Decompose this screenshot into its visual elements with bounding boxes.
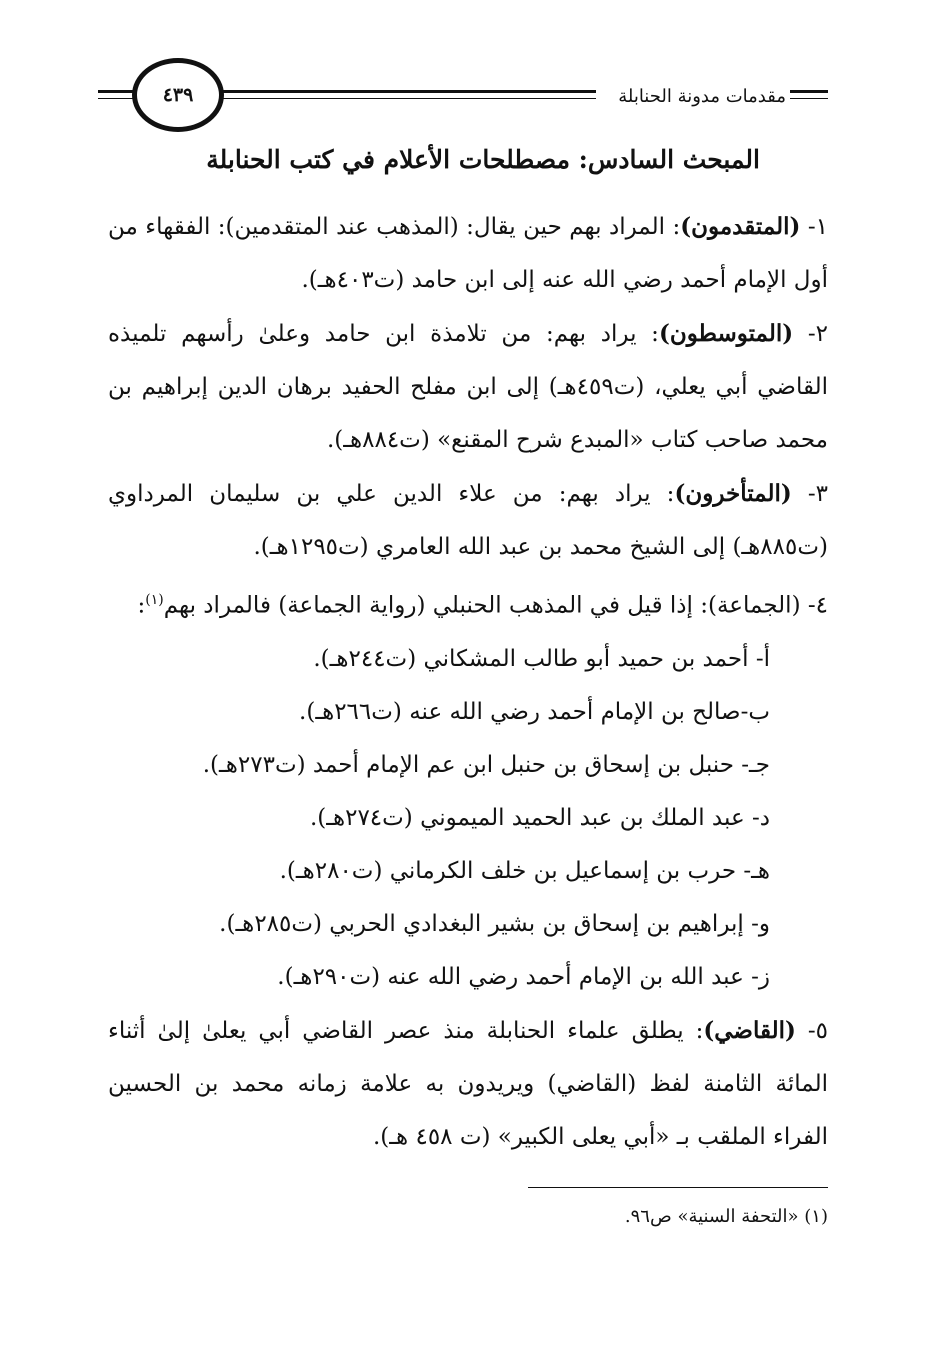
paragraph-4 bbox=[108, 574, 828, 633]
paragraph-term: (القاضي) bbox=[703, 1016, 796, 1044]
paragraph-number: ١- bbox=[807, 214, 828, 240]
paragraph-colon: : bbox=[137, 592, 146, 619]
footnote-divider bbox=[528, 1187, 828, 1188]
section-title: المبحث السادس: مصطلحات الأعلام في كتب الحنابلة bbox=[206, 145, 760, 174]
paragraph-number: ٥- bbox=[807, 1017, 828, 1044]
header-rule-right bbox=[790, 90, 828, 93]
main-text bbox=[108, 200, 828, 1164]
jamaa-list bbox=[108, 633, 828, 1004]
paragraph-text: : يطلق علماء الحنابلة منذ عصر القاضي أبي يعلىٰ إلىٰ أثناء المائة الثامنة لفظ (القاضي) ويريدون به علامة زمانه محمد بن الحسين الفراء الملقب بـ «أبي يعلى الكبير» (ت ٤٥٨ هـ). bbox=[108, 1017, 828, 1150]
header-rule-right-thin bbox=[790, 98, 828, 99]
paragraph-5 bbox=[108, 1004, 828, 1164]
paragraph-1 bbox=[108, 200, 828, 307]
paragraph-text: (الجماعة): إذا قيل في المذهب الحنبلي (رواية الجماعة) فالمراد بهم bbox=[163, 592, 801, 619]
paragraph-term: (المتأخرون) bbox=[674, 480, 792, 507]
list-item: د- عبد الملك بن عبد الحميد الميموني (ت٢٧٤هـ). bbox=[309, 804, 770, 831]
paragraph-text: : يراد بهم: من علاء الدين علي بن سليمان المرداوي (ت٨٨٥هـ) إلى الشيخ محمد بن عبد الله العامري (ت١٢٩٥هـ). bbox=[108, 481, 828, 560]
list-item: هـ- حرب بن إسماعيل بن خلف الكرماني (ت٢٨٠هـ). bbox=[279, 857, 770, 884]
list-item: ز- عبد الله بن الإمام أحمد رضي الله عنه (ت٢٩٠هـ). bbox=[277, 963, 770, 990]
paragraph-number: ٤- bbox=[807, 592, 828, 619]
paragraph-text: : يراد بهم: من تلامذة ابن حامد وعلىٰ رأسهم تلميذه القاضي أبي يعلي، (ت٤٥٩هـ) إلى ابن مفلح الحفيد برهان الدين إبراهيم بن محمد صاحب كتاب «المبدع شرح المقنع» (ت٨٨٤هـ). bbox=[108, 321, 828, 453]
list-item: أ- أحمد بن حميد أبو طالب المشكاني (ت٢٤٤هـ). bbox=[313, 645, 770, 672]
list-item: جـ- حنبل بن إسحاق بن حنبل ابن عم الإمام أحمد (ت٢٧٣هـ). bbox=[202, 751, 770, 778]
page-number: ٤٣٩ bbox=[162, 84, 194, 106]
list-item: و- إبراهيم بن إسحاق بن بشير البغدادي الحربي (ت٢٨٥هـ). bbox=[219, 910, 770, 937]
header-rule-middle bbox=[222, 90, 596, 93]
paragraph-3 bbox=[108, 467, 828, 574]
running-head: مقدمات مدونة الحنابلة bbox=[618, 86, 786, 107]
paragraph-term: (المتوسطون) bbox=[658, 320, 794, 347]
paragraph-number: ٢- bbox=[807, 321, 828, 347]
paragraph-2 bbox=[108, 307, 828, 467]
footnote-ref[interactable]: (١) bbox=[145, 592, 164, 608]
paragraph-number: ٣- bbox=[807, 481, 829, 507]
list-item: ب-صالح بن الإمام أحمد رضي الله عنه (ت٢٦٦هـ). bbox=[299, 698, 770, 725]
footnote: (١) «التحفة السنية» ص٩٦. bbox=[624, 1206, 828, 1227]
paragraph-term: (المتقدمون) bbox=[680, 213, 801, 240]
page-header bbox=[98, 58, 828, 138]
header-rule-middle-thin bbox=[222, 98, 596, 99]
page-number-oval bbox=[132, 58, 224, 132]
paragraph-text: : المراد بهم حين يقال: (المذهب عند المتقدمين): الفقهاء من أول الإمام أحمد رضي الله عنه إلى ابن حامد (ت٤٠٣هـ). bbox=[108, 214, 828, 293]
